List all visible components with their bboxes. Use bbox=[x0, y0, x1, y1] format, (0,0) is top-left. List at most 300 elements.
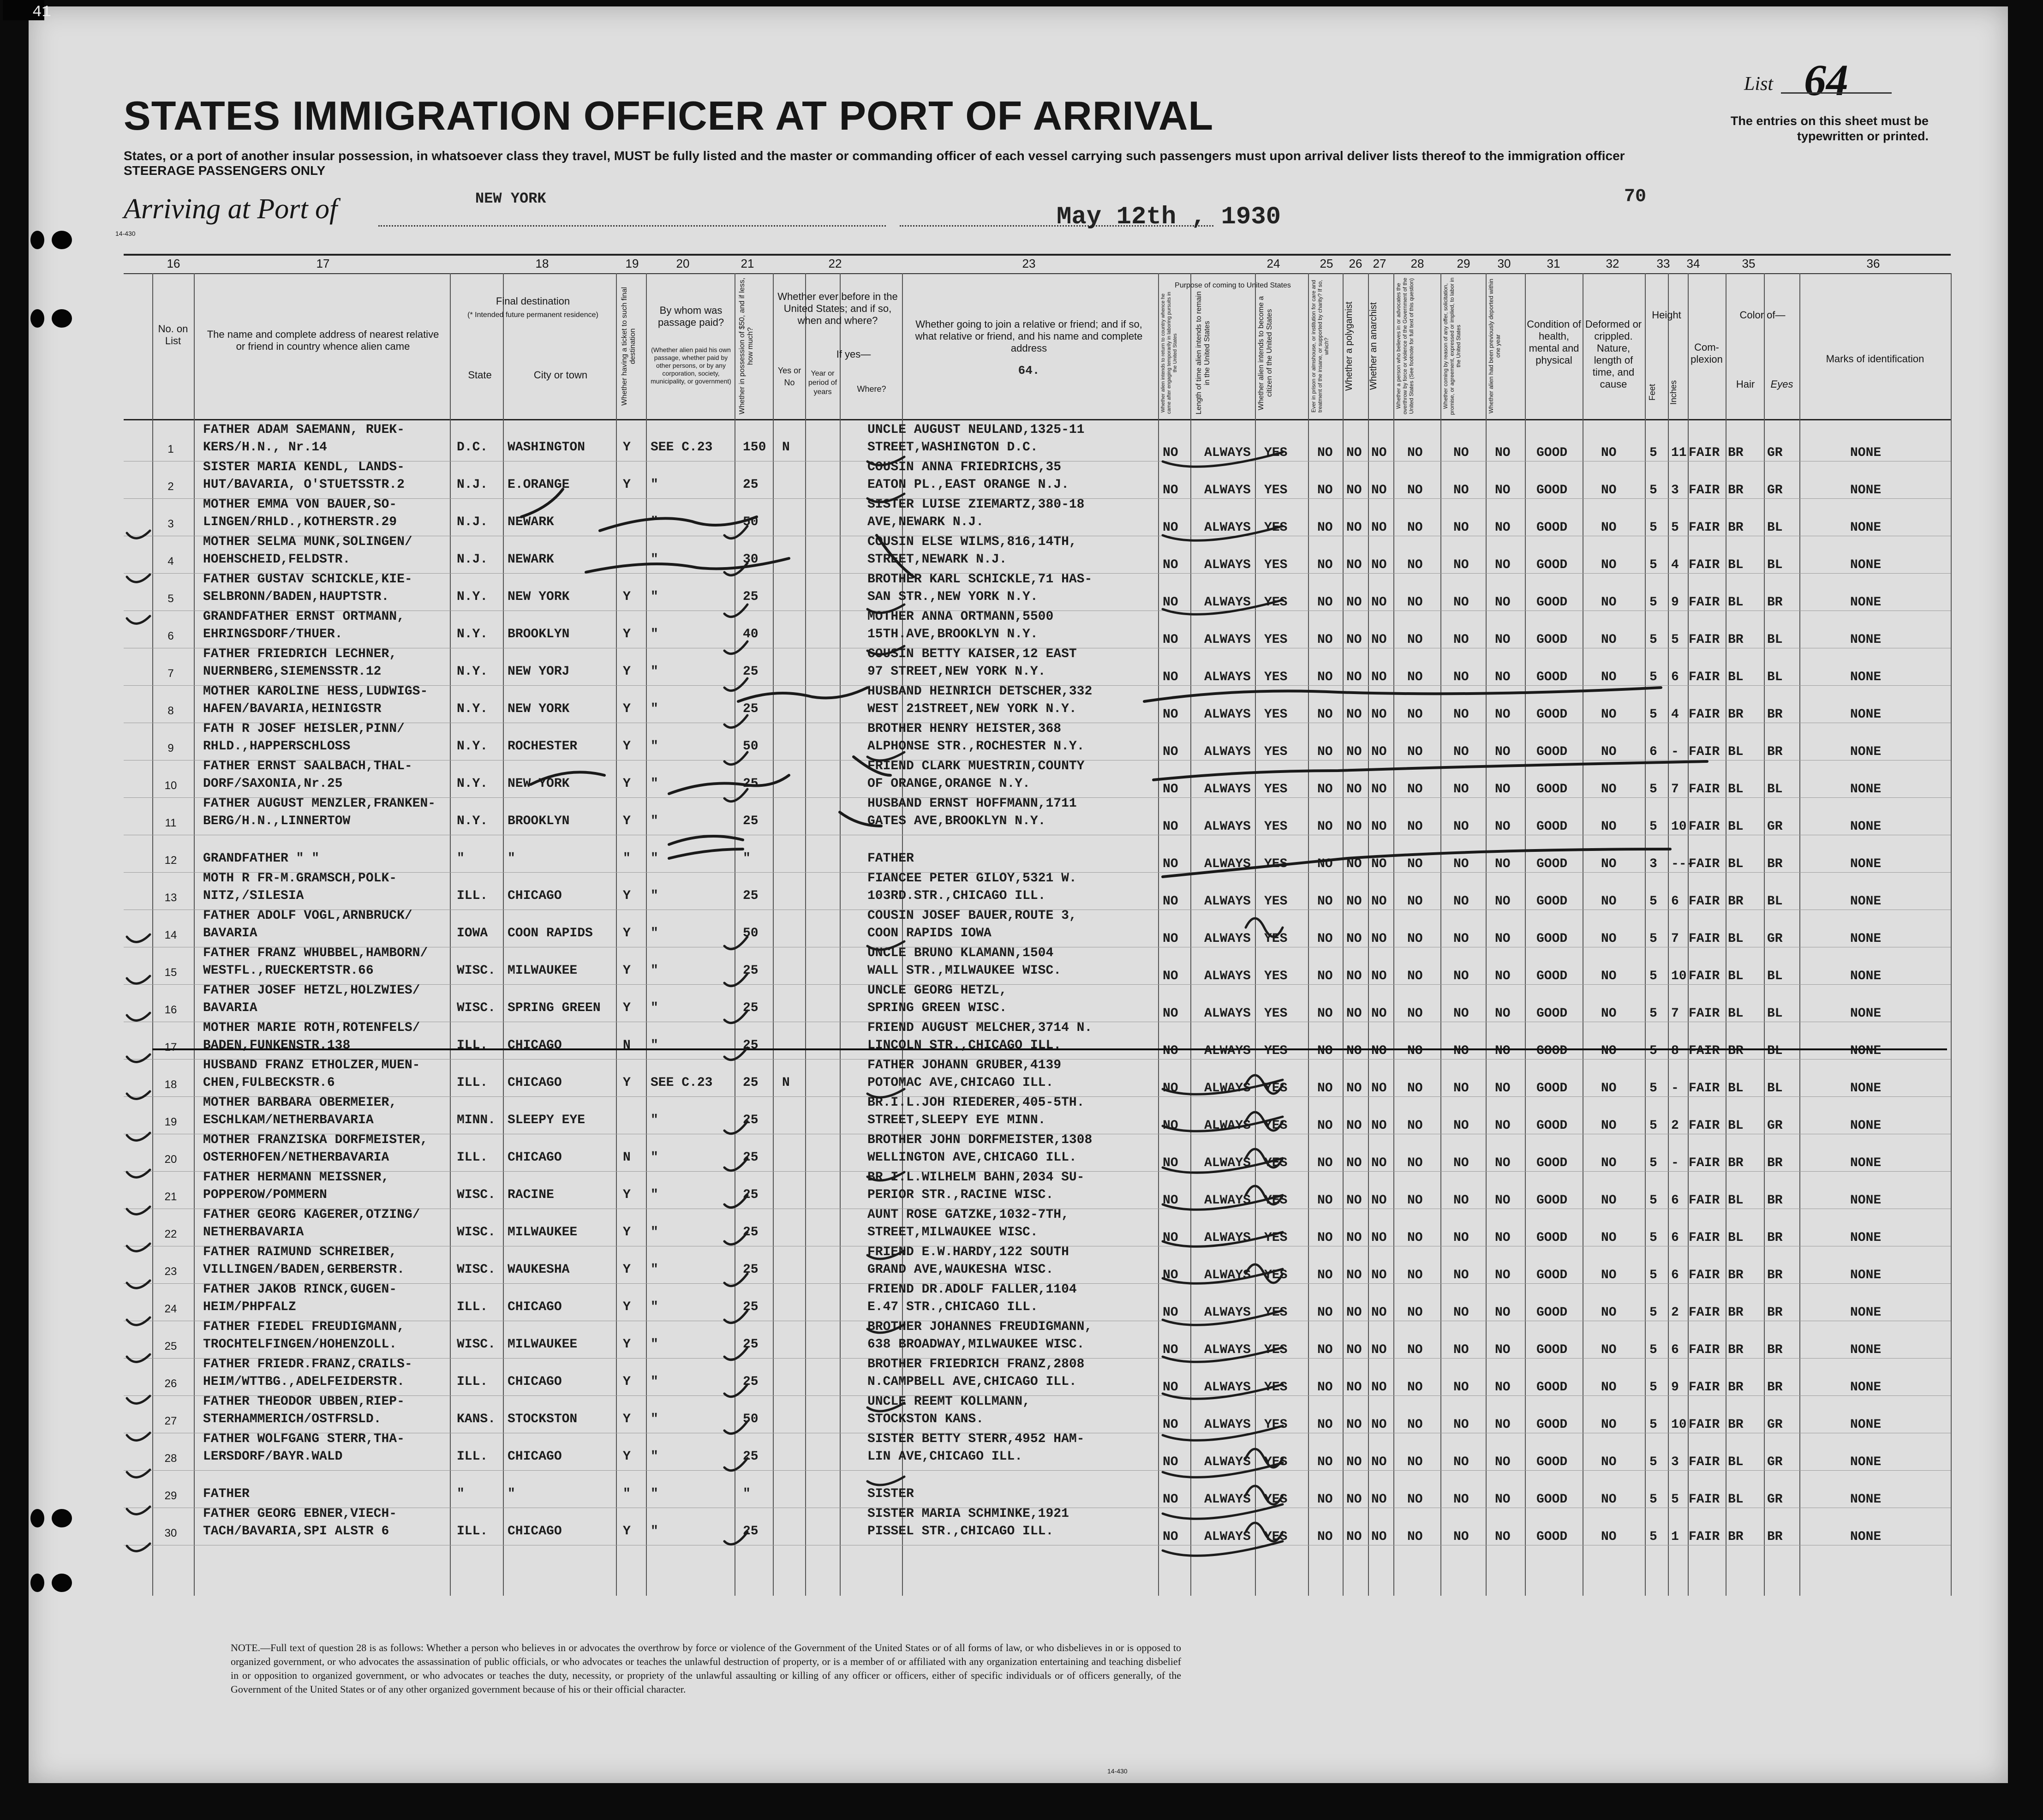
health-value: GOOD bbox=[1536, 1193, 1568, 1208]
anarchist-value: NO bbox=[1371, 1455, 1387, 1469]
col-number-25: 25 bbox=[1320, 257, 1333, 270]
deformed-value: NO bbox=[1601, 1268, 1617, 1282]
page-title: STATES IMMIGRATION OFFICER AT PORT OF ARRIVAL bbox=[124, 93, 1214, 138]
table-row bbox=[0, 536, 2043, 573]
destination-state: WISC. bbox=[457, 1337, 496, 1352]
binder-hole bbox=[30, 1574, 44, 1592]
identification-marks-value: NONE bbox=[1850, 595, 1882, 610]
money-value: 25 bbox=[743, 1524, 759, 1539]
row-number: 20 bbox=[164, 1153, 177, 1166]
header-ever-before: Whether ever before in the United States; and if so, when and where? bbox=[777, 291, 898, 326]
purpose-citizen-value: YES bbox=[1264, 969, 1288, 983]
col-number-26: 26 bbox=[1349, 257, 1362, 270]
identification-marks-value: NONE bbox=[1850, 670, 1882, 684]
destination-city: CHICAGO bbox=[508, 889, 562, 903]
destination-state: D.C. bbox=[457, 440, 488, 455]
identification-marks-value: NONE bbox=[1850, 932, 1882, 946]
health-value: GOOD bbox=[1536, 670, 1568, 684]
identification-marks-value: NONE bbox=[1850, 1006, 1882, 1021]
deformed-value: NO bbox=[1601, 1044, 1617, 1058]
hair-color-value: BR bbox=[1728, 1343, 1744, 1357]
destination-city: MILWAUKEE bbox=[508, 1225, 578, 1239]
header-feet: Feet bbox=[1648, 383, 1657, 401]
purpose-return-value: NO bbox=[1163, 745, 1178, 759]
identification-marks-value: NONE bbox=[1850, 1044, 1882, 1058]
table-row bbox=[0, 984, 2043, 1021]
destination-city: NEWARK bbox=[508, 552, 554, 567]
deported-value: NO bbox=[1495, 932, 1511, 946]
height-feet-value: 5 bbox=[1649, 1193, 1657, 1208]
row-number: 8 bbox=[167, 705, 174, 717]
identification-marks-value: NONE bbox=[1850, 1418, 1882, 1432]
polygamist-value: NO bbox=[1346, 521, 1362, 535]
eye-color-value: GR bbox=[1767, 1418, 1783, 1432]
identification-marks-value: NONE bbox=[1850, 558, 1882, 572]
destination-city: CHICAGO bbox=[508, 1150, 562, 1165]
deformed-value: NO bbox=[1601, 1119, 1617, 1133]
relative-line-2: BERG/H.N.,LINNERTOW bbox=[203, 814, 351, 828]
purpose-return-value: NO bbox=[1163, 857, 1178, 871]
anarchist-value: NO bbox=[1371, 1156, 1387, 1170]
join-line-2: AVE,NEWARK N.J. bbox=[867, 515, 984, 529]
passage-paid-value: " bbox=[651, 777, 658, 791]
row-number: 11 bbox=[165, 817, 177, 829]
header-nearest-relative: The name and complete address of nearest relative or friend in country whence alien came bbox=[207, 329, 439, 352]
date-value: May 12th , 1930 bbox=[1057, 203, 1281, 231]
deported-value: NO bbox=[1495, 745, 1511, 759]
height-inches-value: 10 bbox=[1671, 820, 1687, 834]
join-line-2: GATES AVE,BROOKLYN N.Y. bbox=[867, 814, 1046, 828]
join-line-1: FIANCEE PETER GILOY,5321 W. bbox=[867, 871, 1077, 886]
polygamist-value: NO bbox=[1346, 1044, 1362, 1058]
col-number-27: 27 bbox=[1373, 257, 1386, 270]
destination-state: ILL. bbox=[457, 1150, 488, 1165]
anarchist-value: NO bbox=[1371, 1193, 1387, 1208]
health-value: GOOD bbox=[1536, 1492, 1568, 1507]
height-inches-value: 5 bbox=[1671, 521, 1679, 535]
purpose-length-value: ALWAYS bbox=[1204, 1006, 1251, 1021]
purpose-citizen-value: YES bbox=[1264, 633, 1288, 647]
deported-value: NO bbox=[1495, 1081, 1511, 1096]
identification-marks-value: NONE bbox=[1850, 820, 1882, 834]
purpose-return-value: NO bbox=[1163, 1380, 1178, 1395]
polygamist-value: NO bbox=[1346, 707, 1362, 722]
join-line-1: HUSBAND HEINRICH DETSCHER,332 bbox=[867, 684, 1093, 699]
destination-city: SPRING GREEN bbox=[508, 1001, 601, 1015]
height-inches-value: 6 bbox=[1671, 1268, 1679, 1282]
labor-offer-value: NO bbox=[1453, 932, 1469, 946]
ticket-value: Y bbox=[623, 739, 631, 754]
hair-color-value: BL bbox=[1728, 1119, 1744, 1133]
deported-value: NO bbox=[1495, 595, 1511, 610]
relative-line-2: EHRINGSDORF/THUER. bbox=[203, 627, 343, 641]
purpose-length-value: ALWAYS bbox=[1204, 1530, 1251, 1544]
join-line-1: SISTER LUISE ZIEMARTZ,380-18 bbox=[867, 497, 1085, 512]
prison-value: NO bbox=[1317, 1044, 1333, 1058]
relative-line-2: NUERNBERG,SIEMENSSTR.12 bbox=[203, 665, 382, 679]
destination-state: WISC. bbox=[457, 1001, 496, 1015]
row-number: 24 bbox=[164, 1303, 177, 1315]
deformed-value: NO bbox=[1601, 633, 1617, 647]
anarchist-value: NO bbox=[1371, 1343, 1387, 1357]
passage-paid-value: SEE C.23 bbox=[651, 1076, 713, 1090]
overthrow-value: NO bbox=[1407, 1418, 1423, 1432]
footnote: NOTE.—Full text of question 28 is as follows: Whether a person who believes in or advocates the overthrow by force or violence of the Government of the United States or of all forms of law, or who disbelieves in or is opposed to organized government, or who advocates the assassination of public officials, or who advocates or teaches the unlawful destruction of property, or is a member of or affiliated with any organization entertaining and teaching disbelief in or opposition to organized government, or who advocates or teaches the duty, necessity, or propriety of the unlawful assaulting or killing of any officer or officers, either of specific individuals or of officers generally, of the Government of the United States or of any other organized government because of his or their official character. bbox=[231, 1642, 1181, 1695]
join-line-1: COUSIN BETTY KAISER,12 EAST bbox=[867, 647, 1077, 661]
purpose-return-value: NO bbox=[1163, 894, 1178, 909]
join-line-1: FATHER JOHANN GRUBER,4139 bbox=[867, 1058, 1062, 1072]
complexion-value: FAIR bbox=[1689, 1530, 1720, 1544]
purpose-length-value: ALWAYS bbox=[1204, 1081, 1251, 1096]
anarchist-value: NO bbox=[1371, 1305, 1387, 1320]
health-value: GOOD bbox=[1536, 1156, 1568, 1170]
sheet-number: 70 bbox=[1624, 186, 1647, 207]
join-line-1: BR.I.L.WILHELM BAHN,2034 SU- bbox=[867, 1170, 1085, 1185]
identification-marks-value: NONE bbox=[1850, 446, 1882, 460]
passage-paid-value: " bbox=[651, 1225, 658, 1239]
eye-color-value: GR bbox=[1767, 1119, 1783, 1133]
relative-line-1: MOTHER EMMA VON BAUER,SO- bbox=[203, 497, 397, 512]
money-value: 25 bbox=[743, 1375, 759, 1389]
ticket-value: " bbox=[623, 851, 631, 866]
height-inches-value: 4 bbox=[1671, 558, 1679, 572]
eye-color-value: BR bbox=[1767, 595, 1783, 610]
destination-city: NEW YORJ bbox=[508, 665, 570, 679]
prison-value: NO bbox=[1317, 1343, 1333, 1357]
eye-color-value: BL bbox=[1767, 782, 1783, 796]
hair-color-value: BL bbox=[1728, 1006, 1744, 1021]
labor-offer-value: NO bbox=[1453, 1305, 1469, 1320]
ticket-value: Y bbox=[623, 814, 631, 828]
health-value: GOOD bbox=[1536, 1455, 1568, 1469]
eye-color-value: BL bbox=[1767, 558, 1783, 572]
deformed-value: NO bbox=[1601, 857, 1617, 871]
join-line-1: COUSIN ANNA FRIEDRICHS,35 bbox=[867, 460, 1062, 474]
passage-paid-value: " bbox=[651, 1001, 658, 1015]
destination-city: MILWAUKEE bbox=[508, 964, 578, 978]
polygamist-value: NO bbox=[1346, 558, 1362, 572]
table-row bbox=[0, 1358, 2043, 1395]
header-fifty-dollars: Whether in possession of $50, and if less, how much? bbox=[738, 277, 754, 415]
purpose-length-value: ALWAYS bbox=[1204, 932, 1251, 946]
join-line-1: UNCLE BRUNO KLAMANN,1504 bbox=[867, 946, 1054, 960]
purpose-citizen-value: YES bbox=[1264, 932, 1288, 946]
health-value: GOOD bbox=[1536, 1006, 1568, 1021]
passage-paid-value: " bbox=[651, 814, 658, 828]
destination-city: CHICAGO bbox=[508, 1076, 562, 1090]
prison-value: NO bbox=[1317, 782, 1333, 796]
purpose-length-value: ALWAYS bbox=[1204, 820, 1251, 834]
labor-offer-value: NO bbox=[1453, 446, 1469, 460]
table-row bbox=[0, 1134, 2043, 1171]
height-feet-value: 5 bbox=[1649, 670, 1657, 684]
header-height: Height bbox=[1652, 309, 1681, 321]
purpose-length-value: ALWAYS bbox=[1204, 707, 1251, 722]
destination-state: KANS. bbox=[457, 1412, 496, 1426]
table-row bbox=[0, 947, 2043, 984]
relative-line-1: MOTH R FR-M.GRAMSCH,POLK- bbox=[203, 871, 397, 886]
identification-marks-value: NONE bbox=[1850, 1081, 1882, 1096]
relative-line-1: FATHER FRANZ WHUBBEL,HAMBORN/ bbox=[203, 946, 428, 960]
overthrow-value: NO bbox=[1407, 745, 1423, 759]
header-ticket: Whether having a ticket to such final destination bbox=[621, 287, 637, 406]
purpose-citizen-value: YES bbox=[1264, 1380, 1288, 1395]
col-number-34: 34 bbox=[1686, 257, 1700, 270]
anarchist-value: NO bbox=[1371, 558, 1387, 572]
height-inches-value: 10 bbox=[1671, 1418, 1687, 1432]
health-value: GOOD bbox=[1536, 1380, 1568, 1395]
row-number: 17 bbox=[164, 1041, 177, 1054]
money-value: 50 bbox=[743, 926, 759, 940]
binder-hole bbox=[30, 309, 44, 328]
destination-state: ILL. bbox=[457, 1375, 488, 1389]
prison-value: NO bbox=[1317, 1418, 1333, 1432]
purpose-return-value: NO bbox=[1163, 1156, 1178, 1170]
purpose-length-value: ALWAYS bbox=[1204, 1343, 1251, 1357]
labor-offer-value: NO bbox=[1453, 1119, 1469, 1133]
destination-state: MINN. bbox=[457, 1113, 496, 1127]
eye-color-value: BL bbox=[1767, 521, 1783, 535]
relative-line-1: FATHER FRIEDRICH LECHNER, bbox=[203, 647, 397, 661]
deported-value: NO bbox=[1495, 1492, 1511, 1507]
labor-offer-value: NO bbox=[1453, 633, 1469, 647]
ever-before-value: N bbox=[782, 1076, 790, 1090]
destination-state: WISC. bbox=[457, 1263, 496, 1277]
purpose-length-value: ALWAYS bbox=[1204, 633, 1251, 647]
table-row bbox=[0, 1321, 2043, 1358]
relative-line-2: TACH/BAVARIA,SPI ALSTR 6 bbox=[203, 1524, 389, 1539]
prison-value: NO bbox=[1317, 1492, 1333, 1507]
overthrow-value: NO bbox=[1407, 894, 1423, 909]
overthrow-value: NO bbox=[1407, 1231, 1423, 1245]
join-line-1: SISTER MARIA SCHMINKE,1921 bbox=[867, 1507, 1069, 1521]
height-inches-value: 6 bbox=[1671, 1343, 1679, 1357]
overthrow-value: NO bbox=[1407, 446, 1423, 460]
relative-line-2: NETHERBAVARIA bbox=[203, 1225, 304, 1239]
relative-line-2: DORF/SAXONIA,Nr.25 bbox=[203, 777, 343, 791]
purpose-length-value: ALWAYS bbox=[1204, 1119, 1251, 1133]
header-anarchist: Whether an anarchist bbox=[1368, 302, 1379, 390]
ticket-value: Y bbox=[623, 1076, 631, 1090]
overthrow-value: NO bbox=[1407, 969, 1423, 983]
overthrow-value: NO bbox=[1407, 595, 1423, 610]
polygamist-value: NO bbox=[1346, 1156, 1362, 1170]
height-inches-value: 8 bbox=[1671, 1044, 1679, 1058]
deformed-value: NO bbox=[1601, 707, 1617, 722]
table-row bbox=[0, 1096, 2043, 1133]
identification-marks-value: NONE bbox=[1850, 745, 1882, 759]
health-value: GOOD bbox=[1536, 745, 1568, 759]
purpose-return-value: NO bbox=[1163, 1305, 1178, 1320]
row-number: 18 bbox=[164, 1078, 177, 1091]
list-underline bbox=[1781, 92, 1892, 94]
height-inches-value: 1 bbox=[1671, 1530, 1679, 1544]
labor-offer-value: NO bbox=[1453, 1081, 1469, 1096]
purpose-length-value: ALWAYS bbox=[1204, 1156, 1251, 1170]
relative-line-2: GRANDFATHER " " bbox=[203, 851, 320, 866]
col-number-21: 21 bbox=[741, 257, 754, 270]
deported-value: NO bbox=[1495, 1156, 1511, 1170]
destination-city: ROCHESTER bbox=[508, 739, 578, 754]
purpose-length-value: ALWAYS bbox=[1204, 558, 1251, 572]
height-inches-value: 3 bbox=[1671, 483, 1679, 497]
polygamist-value: NO bbox=[1346, 595, 1362, 610]
ticket-value: Y bbox=[623, 1412, 631, 1426]
purpose-return-value: NO bbox=[1163, 1231, 1178, 1245]
height-feet-value: 5 bbox=[1649, 894, 1657, 909]
ticket-value: Y bbox=[623, 964, 631, 978]
header-deported: Whether alien had been previously deported within one year bbox=[1487, 279, 1501, 413]
deformed-value: NO bbox=[1601, 1492, 1617, 1507]
passage-paid-value: " bbox=[651, 1375, 658, 1389]
relative-line-1: FATHER GUSTAV SCHICKLE,KIE- bbox=[203, 572, 412, 587]
destination-city: E.ORANGE bbox=[508, 478, 570, 492]
complexion-value: FAIR bbox=[1689, 1156, 1720, 1170]
list-label: List bbox=[1744, 73, 1774, 95]
table-row bbox=[0, 461, 2043, 498]
purpose-citizen-value: YES bbox=[1264, 857, 1288, 871]
health-value: GOOD bbox=[1536, 1343, 1568, 1357]
health-value: GOOD bbox=[1536, 820, 1568, 834]
purpose-length-value: ALWAYS bbox=[1204, 446, 1251, 460]
height-inches-value: - bbox=[1671, 1156, 1679, 1170]
purpose-length-value: ALWAYS bbox=[1204, 483, 1251, 497]
header-purpose: Purpose of coming to United States bbox=[1175, 281, 1291, 289]
row-number: 10 bbox=[164, 779, 177, 792]
purpose-length-value: ALWAYS bbox=[1204, 782, 1251, 796]
relative-line-2: SELBRONN/BADEN,HAUPTSTR. bbox=[203, 590, 389, 604]
table-row bbox=[0, 685, 2043, 722]
anarchist-value: NO bbox=[1371, 595, 1387, 610]
deformed-value: NO bbox=[1601, 1455, 1617, 1469]
labor-offer-value: NO bbox=[1453, 1492, 1469, 1507]
hair-color-value: BR bbox=[1728, 1156, 1744, 1170]
header-rule bbox=[124, 419, 1951, 420]
relative-line-1: SISTER MARIA KENDL, LANDS- bbox=[203, 460, 405, 474]
labor-offer-value: NO bbox=[1453, 820, 1469, 834]
binder-hole bbox=[52, 231, 72, 249]
passage-paid-value: " bbox=[651, 1412, 658, 1426]
hair-color-value: BL bbox=[1728, 670, 1744, 684]
dotted-line bbox=[378, 225, 886, 227]
height-inches-value: 4 bbox=[1671, 707, 1679, 722]
labor-offer-value: NO bbox=[1453, 1193, 1469, 1208]
join-line-1: UNCLE GEORG HETZL, bbox=[867, 983, 1007, 998]
ticket-value: Y bbox=[623, 1337, 631, 1352]
header-offer-to-labor: Whether coming by reason of any offer, solicitation, promise, or agreement, expressed or implied, to labor in the United States bbox=[1442, 277, 1462, 415]
join-line-1: BR.I.L.JOH RIEDERER,405-5TH. bbox=[867, 1096, 1085, 1110]
height-feet-value: 5 bbox=[1649, 1231, 1657, 1245]
row-number: 3 bbox=[167, 518, 174, 530]
overthrow-value: NO bbox=[1407, 1193, 1423, 1208]
polygamist-value: NO bbox=[1346, 1268, 1362, 1282]
join-line-2: PERIOR STR.,RACINE WISC. bbox=[867, 1188, 1054, 1202]
passage-paid-value: " bbox=[651, 1188, 658, 1202]
purpose-length-value: ALWAYS bbox=[1204, 969, 1251, 983]
join-line-1: UNCLE REEMT KOLLMANN, bbox=[867, 1395, 1030, 1409]
purpose-citizen-value: YES bbox=[1264, 1530, 1288, 1544]
table-row bbox=[0, 797, 2043, 834]
prison-value: NO bbox=[1317, 745, 1333, 759]
destination-state: ILL. bbox=[457, 1038, 488, 1053]
polygamist-value: NO bbox=[1346, 1006, 1362, 1021]
col-number-22: 22 bbox=[828, 257, 842, 270]
passage-paid-value: " bbox=[651, 515, 658, 529]
deported-value: NO bbox=[1495, 820, 1511, 834]
health-value: GOOD bbox=[1536, 1044, 1568, 1058]
anarchist-value: NO bbox=[1371, 1418, 1387, 1432]
complexion-value: FAIR bbox=[1689, 1305, 1720, 1320]
row-number: 7 bbox=[167, 667, 174, 680]
relative-line-2: POPPEROW/POMMERN bbox=[203, 1188, 327, 1202]
ticket-value: Y bbox=[623, 665, 631, 679]
health-value: GOOD bbox=[1536, 707, 1568, 722]
money-value: 50 bbox=[743, 515, 759, 529]
prison-value: NO bbox=[1317, 1156, 1333, 1170]
join-line-2: WEST 21STREET,NEW YORK N.Y. bbox=[867, 702, 1077, 716]
ticket-value: N bbox=[623, 1038, 631, 1053]
height-feet-value: 5 bbox=[1649, 446, 1657, 460]
passage-paid-value: " bbox=[651, 1300, 658, 1314]
ticket-value: " bbox=[623, 1487, 631, 1501]
labor-offer-value: NO bbox=[1453, 1343, 1469, 1357]
purpose-length-value: ALWAYS bbox=[1204, 745, 1251, 759]
labor-offer-value: NO bbox=[1453, 1530, 1469, 1544]
relative-line-1: FATHER JOSEF HETZL,HOLZWIES/ bbox=[203, 983, 420, 998]
table-row bbox=[0, 611, 2043, 647]
complexion-value: FAIR bbox=[1689, 1380, 1720, 1395]
join-line-2: ALPHONSE STR.,ROCHESTER N.Y. bbox=[867, 739, 1085, 754]
height-inches-value: 6 bbox=[1671, 1193, 1679, 1208]
polygamist-value: NO bbox=[1346, 857, 1362, 871]
destination-state: WISC. bbox=[457, 1188, 496, 1202]
binder-hole bbox=[52, 309, 72, 328]
destination-city: CHICAGO bbox=[508, 1375, 562, 1389]
deformed-value: NO bbox=[1601, 1418, 1617, 1432]
table-row bbox=[0, 1022, 2043, 1059]
row-number: 27 bbox=[164, 1415, 177, 1427]
deported-value: NO bbox=[1495, 1268, 1511, 1282]
join-line-1: FRIEND E.W.HARDY,122 SOUTH bbox=[867, 1245, 1069, 1259]
purpose-citizen-value: YES bbox=[1264, 521, 1288, 535]
relative-line-1: MOTHER FRANZISKA DORFMEISTER, bbox=[203, 1133, 428, 1147]
destination-city: CHICAGO bbox=[508, 1038, 562, 1053]
deported-value: NO bbox=[1495, 1305, 1511, 1320]
purpose-return-value: NO bbox=[1163, 1418, 1178, 1432]
eye-color-value: BL bbox=[1767, 1081, 1783, 1096]
labor-offer-value: NO bbox=[1453, 1380, 1469, 1395]
complexion-value: FAIR bbox=[1689, 1119, 1720, 1133]
prison-value: NO bbox=[1317, 707, 1333, 722]
height-inches-value: 9 bbox=[1671, 1380, 1679, 1395]
eye-color-value: BR bbox=[1767, 1156, 1783, 1170]
overthrow-value: NO bbox=[1407, 707, 1423, 722]
destination-state: N.Y. bbox=[457, 702, 488, 716]
binder-hole bbox=[30, 231, 44, 249]
eye-color-value: BR bbox=[1767, 857, 1783, 871]
health-value: GOOD bbox=[1536, 521, 1568, 535]
money-value: 25 bbox=[743, 1263, 759, 1277]
prison-value: NO bbox=[1317, 1231, 1333, 1245]
money-value: 50 bbox=[743, 1412, 759, 1426]
height-inches-value: 11 bbox=[1671, 446, 1687, 460]
col-number-16: 16 bbox=[167, 257, 180, 270]
hair-color-value: BL bbox=[1728, 1193, 1744, 1208]
destination-state: ILL. bbox=[457, 889, 488, 903]
complexion-value: FAIR bbox=[1689, 446, 1720, 460]
table-row bbox=[0, 573, 2043, 610]
join-line-2: STOCKSTON KANS. bbox=[867, 1412, 984, 1426]
